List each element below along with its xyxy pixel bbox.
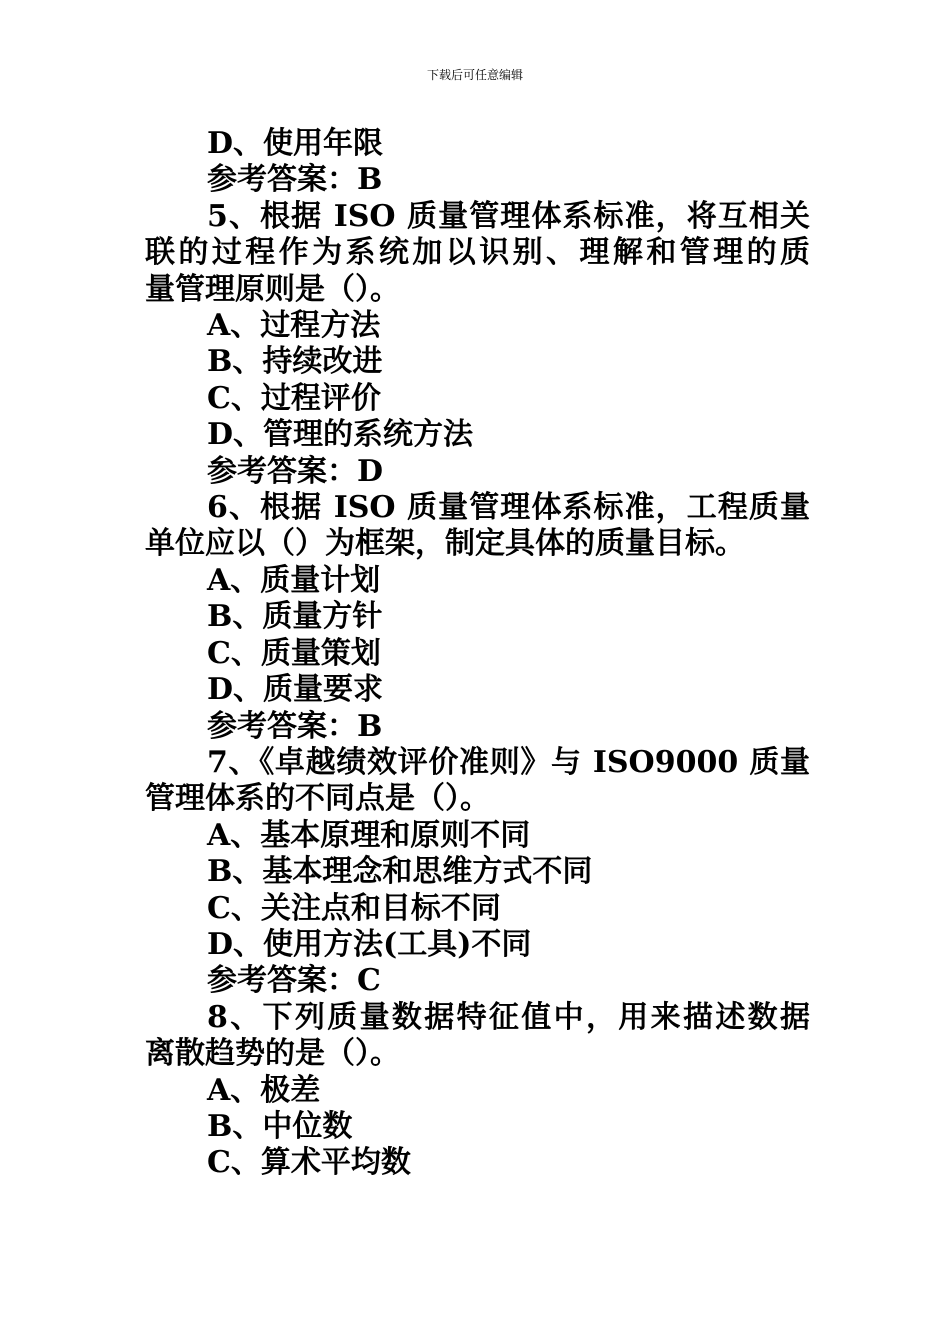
option-line: A、基本原理和原则不同 bbox=[207, 817, 531, 853]
question-line: 量管理原则是（）。 bbox=[145, 271, 400, 307]
question-line: 联的过程作为系统加以识别、理解和管理的质 bbox=[145, 235, 810, 271]
question-line: 7、《卓越绩效评价准则》与 ISO9000 质量 bbox=[207, 744, 810, 780]
answer-line: 参考答案：C bbox=[207, 963, 381, 999]
option-line: D、使用年限 bbox=[207, 126, 384, 161]
option-line: D、质量要求 bbox=[207, 672, 384, 708]
question-line: 6、根据 ISO 质量管理体系标准，工程质量 bbox=[207, 490, 810, 526]
question-line: 8、下列质量数据特征值中，用来描述数据 bbox=[207, 999, 810, 1035]
option-line: B、中位数 bbox=[207, 1108, 353, 1144]
option-line: B、质量方针 bbox=[207, 599, 383, 635]
option-line: C、算术平均数 bbox=[207, 1145, 411, 1181]
answer-line: 参考答案：B bbox=[207, 162, 383, 198]
option-line: A、极差 bbox=[207, 1072, 321, 1108]
option-line: C、过程评价 bbox=[207, 380, 381, 416]
answer-line: 参考答案：B bbox=[207, 708, 383, 744]
question-line: 管理体系的不同点是（）。 bbox=[145, 781, 490, 817]
option-line: C、关注点和目标不同 bbox=[207, 890, 501, 926]
document-body bbox=[145, 126, 810, 1182]
question-line: 单位应以（）为框架，制定具体的质量目标。 bbox=[145, 526, 745, 562]
question-line: 5、根据 ISO 质量管理体系标准，将互相关 bbox=[207, 198, 810, 234]
page-header: 下载后可任意编辑 bbox=[426, 68, 523, 82]
option-line: D、使用方法(工具)不同 bbox=[207, 926, 532, 962]
option-line: A、质量计划 bbox=[207, 562, 381, 598]
option-line: B、持续改进 bbox=[207, 344, 383, 380]
question-line: 离散趋势的是（）。 bbox=[145, 1036, 400, 1072]
answer-line: 参考答案：D bbox=[207, 453, 384, 489]
option-line: B、基本理念和思维方式不同 bbox=[207, 854, 593, 890]
option-line: D、管理的系统方法 bbox=[207, 417, 474, 453]
option-line: A、过程方法 bbox=[207, 308, 381, 344]
option-line: C、质量策划 bbox=[207, 635, 381, 671]
